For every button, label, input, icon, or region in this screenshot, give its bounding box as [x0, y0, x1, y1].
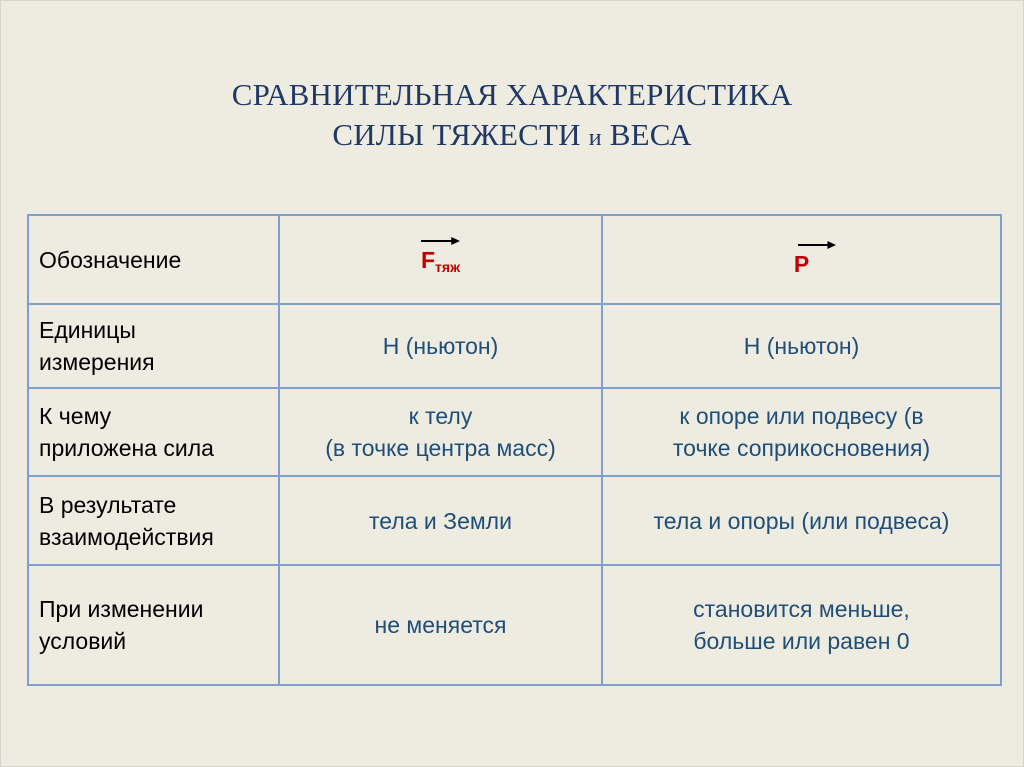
weight-symbol-cell: [602, 215, 1001, 304]
label-line: взаимодействия: [39, 523, 214, 550]
comparison-table: [27, 214, 1002, 686]
value-line: к опоре или подвесу (в: [679, 403, 924, 429]
slide-title: [1, 75, 1023, 158]
gravity-conditions: не меняется: [374, 612, 507, 638]
right-arrow-icon: [421, 236, 460, 246]
row-label: [28, 476, 279, 565]
label-line: При изменении: [39, 596, 204, 622]
value-line: становится меньше,: [693, 596, 910, 622]
gravity-symbol-cell: [279, 215, 602, 304]
weight-conditions-cell: [602, 565, 1001, 685]
table-row-conditions: [28, 565, 1001, 685]
weight-interaction-cell: [602, 476, 1001, 565]
gravity-vector: [421, 236, 460, 283]
gravity-symbol: F: [420, 247, 436, 273]
label-line: В результате: [39, 491, 177, 518]
label-designation: Обозначение: [39, 246, 182, 273]
table-row-application: [28, 388, 1001, 476]
gravity-units: Н (ньютон): [382, 333, 499, 359]
gravity-conditions-cell: [279, 565, 602, 685]
value-line: (в точке центра масс): [325, 435, 556, 461]
label-line: Единицы: [39, 317, 136, 343]
title-line-2: [1, 115, 1023, 158]
gravity-units-cell: [279, 304, 602, 388]
value-line: точке соприкосновения): [672, 435, 931, 461]
weight-units: Н (ньютон): [743, 333, 860, 359]
value-line: к телу: [408, 403, 473, 429]
gravity-interaction-cell: [279, 476, 602, 565]
weight-application-cell: [602, 388, 1001, 476]
row-label: [28, 565, 279, 685]
table-row-designation: [28, 215, 1001, 304]
table-row-units: [28, 304, 1001, 388]
title-weight: ВЕСА: [609, 117, 692, 152]
value-line: больше или равен 0: [693, 628, 910, 654]
label-line: измерения: [39, 349, 155, 375]
gravity-application-cell: [279, 388, 602, 476]
weight-interaction: тела и опоры (или подвеса): [653, 507, 950, 534]
gravity-interaction: тела и Земли: [369, 507, 512, 534]
right-arrow-icon: [798, 240, 836, 250]
row-label: [28, 215, 279, 304]
weight-units-cell: [602, 304, 1001, 388]
label-line: приложена сила: [39, 435, 214, 461]
weight-vector: [792, 240, 811, 280]
table-row-interaction: [28, 476, 1001, 565]
label-line: условий: [39, 628, 127, 654]
label-line: К чему: [39, 403, 112, 429]
row-label: [28, 388, 279, 476]
row-label: [28, 304, 279, 388]
gravity-subscript: тяж: [435, 259, 460, 275]
title-gravity: СИЛЫ ТЯЖЕСТИ: [332, 117, 581, 152]
title-conjunction: и: [588, 125, 602, 151]
title-line-1: СРАВНИТЕЛЬНАЯ ХАРАКТЕРИСТИКА: [231, 77, 793, 112]
weight-symbol: P: [793, 250, 810, 277]
